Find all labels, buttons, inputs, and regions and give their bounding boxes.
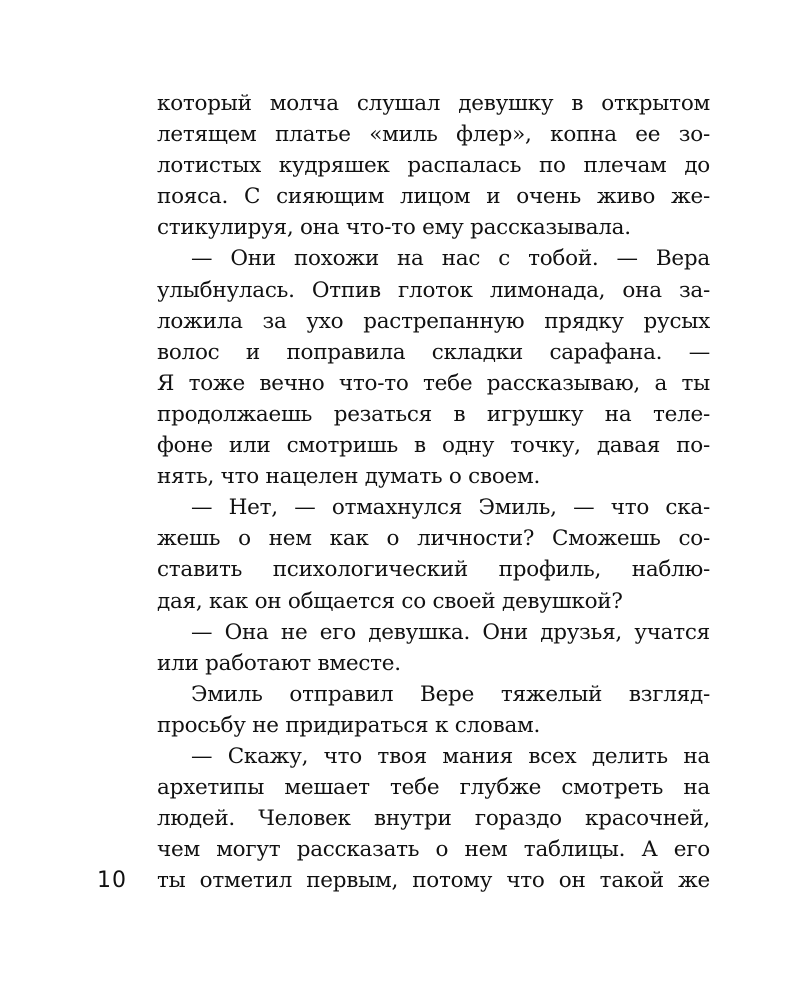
text-line: — Скажу, что твоя мания всех делить на bbox=[191, 743, 710, 769]
text-line: просьбу не придираться к словам. bbox=[157, 712, 541, 738]
text-line: архетипы мешает тебе глубже смотреть на bbox=[157, 775, 710, 801]
text-line: который молча слушал девушку в открытом bbox=[157, 91, 710, 116]
text-line: пояса. С сияющим лицом и очень живо же- bbox=[157, 184, 710, 210]
text-line: людей. Человек внутри гораздо красочней, bbox=[157, 806, 710, 832]
text-line: ты отметил первым, потому что он такой же bbox=[157, 868, 710, 894]
text-line: фоне или смотришь в одну точку, давая по- bbox=[157, 433, 710, 459]
text-line: чем могут рассказать о нем таблицы. А его bbox=[157, 837, 710, 863]
text-line: стикулируя, она что-то ему рассказывала. bbox=[157, 215, 631, 241]
text-line: — Она не его девушка. Они друзья, учатся bbox=[191, 619, 710, 645]
text-line: нять, что нацелен думать о своем. bbox=[157, 464, 541, 490]
text-line: волос и поправила складки сарафана. — bbox=[157, 339, 710, 365]
text-line: ложила за ухо растрепанную прядку русых bbox=[157, 308, 710, 334]
text-line: — Они похожи на нас с тобой. — Вера bbox=[191, 246, 710, 272]
text-line: лотистых кудряшек распалась по плечам до bbox=[157, 153, 710, 179]
text-line: или работают вместе. bbox=[157, 650, 401, 676]
text-line: дая, как он общается со своей девушкой? bbox=[157, 588, 623, 614]
text-line: Я тоже вечно что-то тебе рассказываю, а ты bbox=[157, 370, 710, 396]
text-line: Эмиль отправил Вере тяжелый взгляд- bbox=[191, 681, 710, 707]
text-line: продолжаешь резаться в игрушку на теле- bbox=[157, 401, 710, 427]
text-line: ставить психологический профиль, наблю- bbox=[157, 557, 710, 583]
page-number: 10 bbox=[97, 868, 127, 893]
text-line: улыбнулась. Отпив глоток лимонада, она за- bbox=[157, 277, 710, 303]
text-line: жешь о нем как о личности? Сможешь со- bbox=[157, 526, 710, 552]
text-line: — Нет, — отмахнулся Эмиль, — что ска- bbox=[191, 495, 710, 521]
body-text bbox=[157, 88, 710, 896]
text-line: летящем платье «миль флер», копна ее зо- bbox=[157, 122, 710, 148]
